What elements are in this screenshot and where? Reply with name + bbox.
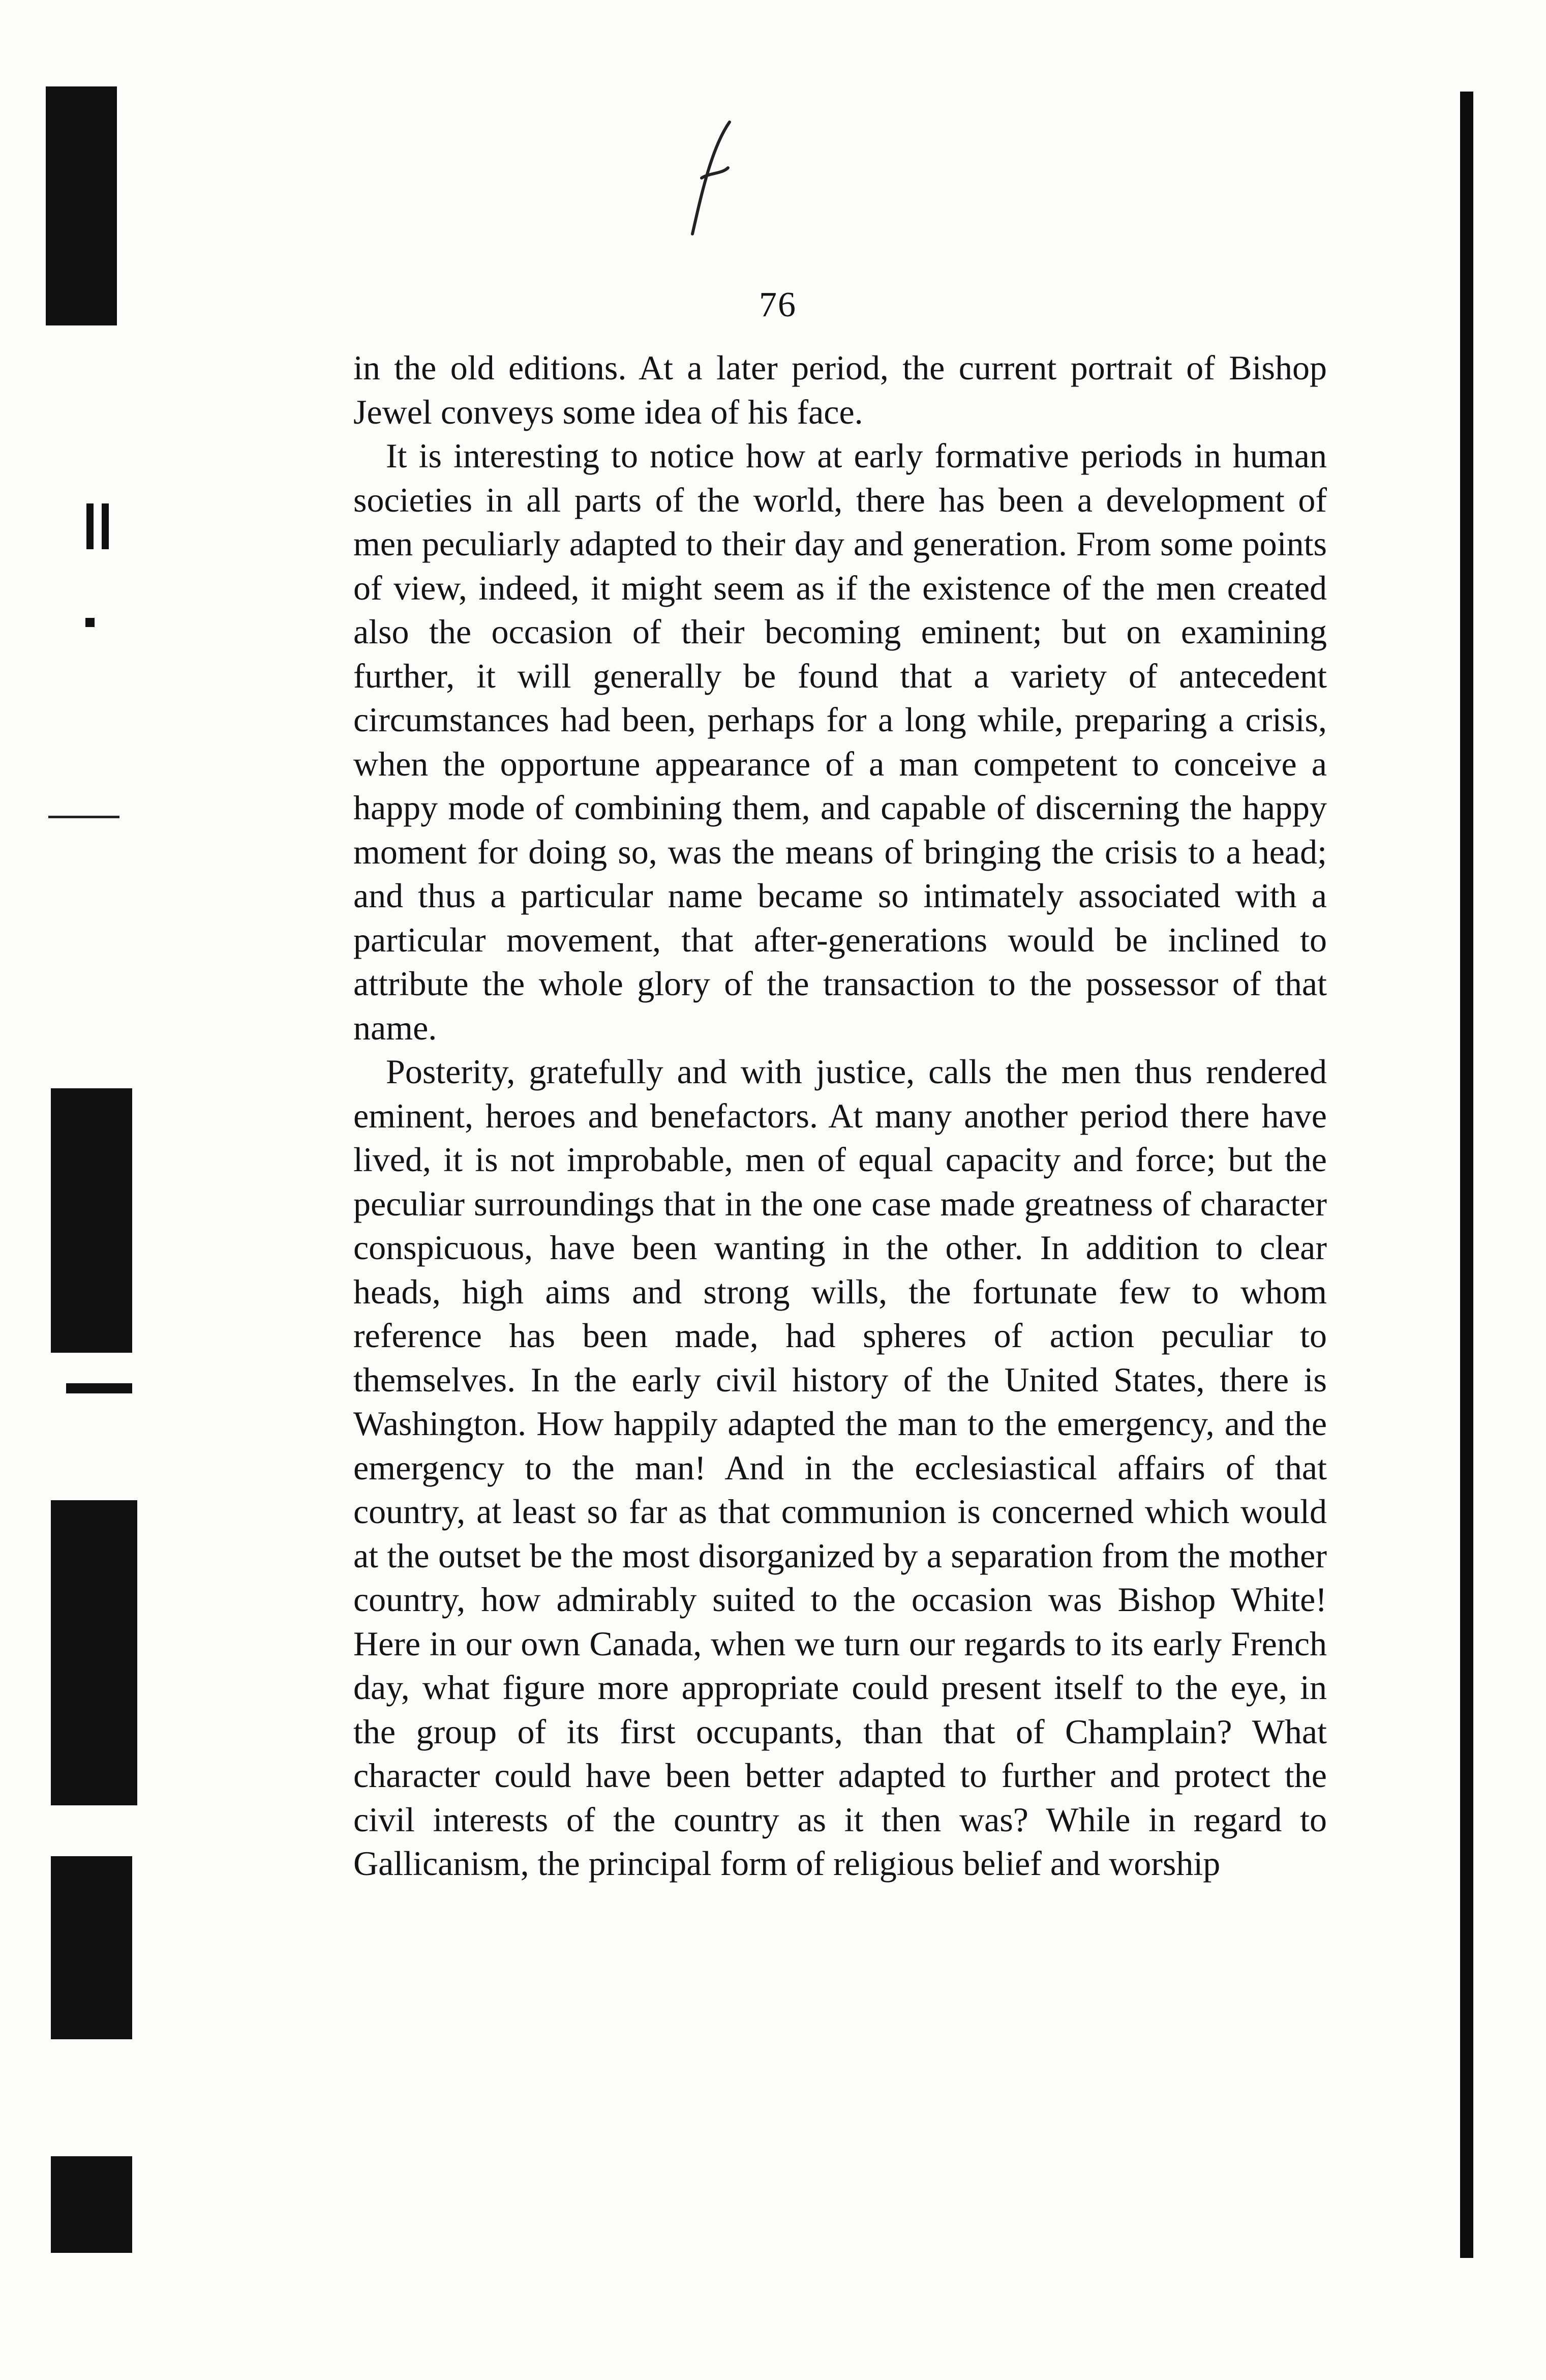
body-text (353, 346, 1327, 1886)
scan-artifact (51, 1500, 137, 1805)
scan-artifact (46, 86, 117, 325)
scan-artifact (66, 1383, 132, 1393)
page-number: 76 (759, 285, 797, 324)
scan-artifact (51, 1856, 132, 2039)
scan-artifact (86, 503, 94, 549)
scan-left-edge (0, 0, 147, 2380)
scan-artifact (51, 2156, 132, 2253)
paragraph-1: in the old editions. At a later period, the current portrait of Bishop Jewel conveys some idea of his face. (353, 348, 1327, 431)
scan-artifact (85, 618, 95, 627)
scan-dash (48, 816, 119, 818)
paragraph-3: Posterity, gratefully and with justice, calls the men thus rendered eminent, heroes and benefactors. At many another period there have lived, it is not improbable, men of equal capacity and force; but the peculiar surroundings that in the one case made greatness of character conspicuous, have been wanting in the other. In addition to clear heads, high aims and strong wills, the fortunate few to whom reference has been made, had spheres of action peculiar to themselves. In the early civil history of the United States, there is Washington. How happily adapted the man to the emergency, and the emergency to the man! And in the ecclesiastical affairs of that country, at least so far as that communion is concerned which would at the outset be the most disorganized by a separation from the mother country, how admirably suited to the occasion was Bishop White! Here in our own Canada, when we turn our regards to its early French day, what figure more appropriate could present itself to the eye, in the group of its first occupants, than that of Champlain? What character could have been better adapted to further and protect the civil interests of the country as it then was? While in regard to Gallicanism, the principal form of religious belief and worship (353, 1052, 1327, 1883)
scan-artifact (102, 503, 109, 549)
handwritten-folio-mark (681, 117, 742, 239)
paragraph-2: It is interesting to notice how at early formative periods in human societies in all parts of the world, there has been a development of men peculiarly adapted to their day and generation. From some points of view, indeed, it might seem as if the existence of the men created also the occasion of their becoming eminent; but on examining further, it will generally be found that a variety of antecedent circumstances had been, perhaps for a long while, preparing a crisis, when the opportune appearance of a man competent to conceive a happy mode of combining them, and capable of discerning the happy moment for doing so, was the means of bringing the crisis to a head; and thus a particular name became so intimately associated with a particular movement, that after-generations would be inclined to attribute the whole glory of the transaction to the possessor of that name. (353, 436, 1327, 1047)
scan-artifact (51, 1088, 132, 1353)
scan-right-edge (1460, 92, 1473, 2258)
